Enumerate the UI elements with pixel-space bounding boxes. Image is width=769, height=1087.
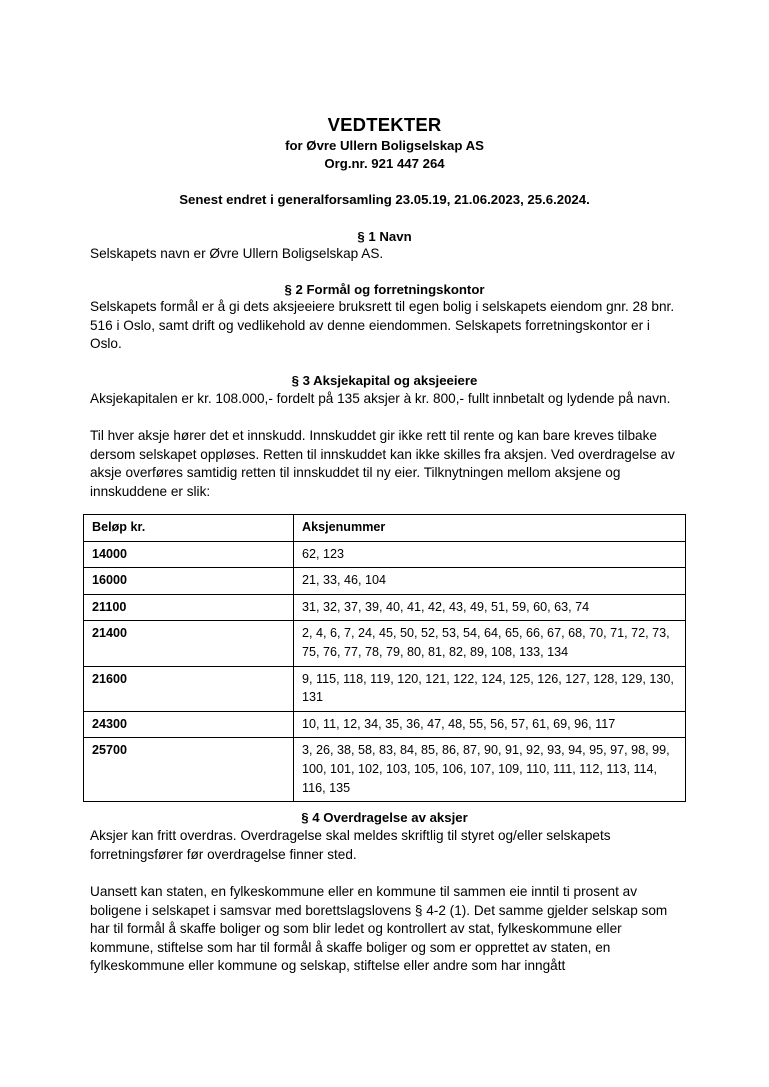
amount-cell: 21100 bbox=[84, 594, 294, 621]
amount-cell: 21600 bbox=[84, 666, 294, 711]
table-row bbox=[84, 711, 686, 738]
cell-line: 131 bbox=[302, 690, 324, 705]
share-numbers-cell bbox=[294, 568, 686, 595]
share-numbers-cell bbox=[294, 711, 686, 738]
cell-line: 62, 123 bbox=[302, 546, 345, 561]
cell-line: 10, 11, 12, 34, 35, 36, 47, 48, 55, 56, 57, 61, 69, 96, 117 bbox=[302, 716, 616, 731]
text-line: Selskapets formål er å gi dets aksjeeiere bruksrett til egen bolig i selskapets eiendom gnr. 28 bnr. bbox=[90, 299, 675, 314]
section-4-paragraph-2 bbox=[90, 883, 690, 976]
text-line: Oslo. bbox=[90, 336, 122, 352]
cell-line: 75, 76, 77, 78, 79, 80, 81, 82, 89, 108, 133, 134 bbox=[302, 644, 569, 659]
text-line: innskuddene er slik: bbox=[90, 483, 211, 499]
text-line: aksje overføres samtidig retten til innskuddet til ny eier. Tilknytningen mellom aksjene og bbox=[90, 465, 621, 481]
table-row bbox=[84, 738, 686, 802]
share-numbers-cell bbox=[294, 666, 686, 711]
amount-cell: 21400 bbox=[84, 621, 294, 666]
section-4-heading: § 4 Overdragelse av aksjer bbox=[301, 810, 468, 825]
amount-cell: 25700 bbox=[84, 738, 294, 802]
table-row bbox=[84, 541, 686, 568]
amount-cell: 16000 bbox=[84, 568, 294, 595]
cell-line: 2, 4, 6, 7, 24, 45, 50, 52, 53, 54, 64, 65, 66, 67, 68, 70, 71, 72, 73, bbox=[302, 626, 670, 641]
text-line: Uansett kan staten, en fylkeskommune eller en kommune til sammen eie inntil ti prosent av bbox=[90, 884, 638, 899]
cell-line: 3, 26, 38, 58, 83, 84, 85, 86, 87, 90, 91, 92, 93, 94, 95, 97, 98, 99, bbox=[302, 743, 670, 758]
amended-date: Senest endret i generalforsamling 23.05.19, 21.06.2023, 25.6.2024. bbox=[179, 192, 590, 207]
column-header-amount: Beløp kr. bbox=[84, 515, 294, 542]
org-number: Org.nr. 921 447 264 bbox=[324, 156, 445, 171]
table-row bbox=[84, 568, 686, 595]
text-line: har til formål å skaffe boliger og som blir ledet og kontrollert av stat, fylkeskommune eller bbox=[90, 921, 622, 937]
table-row bbox=[84, 621, 686, 666]
share-numbers-cell bbox=[294, 594, 686, 621]
cell-line: 100, 101, 102, 103, 105, 106, 107, 109, 110, 111, 112, 113, 114, bbox=[302, 761, 658, 776]
table-header-row bbox=[84, 515, 686, 542]
text-line: forretningsfører før overdragelse finner sted. bbox=[90, 846, 357, 862]
cell-line: 9, 115, 118, 119, 120, 121, 122, 124, 125, 126, 127, 128, 129, 130, bbox=[302, 671, 674, 686]
section-3-paragraph-1: Aksjekapitalen er kr. 108.000,- fordelt på 135 aksjer à kr. 800,- fullt innbetalt og lydende på navn. bbox=[90, 391, 671, 406]
section-2-heading: § 2 Formål og forretningskontor bbox=[284, 282, 485, 297]
text-line: Til hver aksje hører det et innskudd. Innskuddet gir ikke rett til rente og kan bare kreves tilbake bbox=[90, 428, 657, 443]
section-3-heading: § 3 Aksjekapital og aksjeeiere bbox=[291, 373, 478, 388]
share-allocation-table bbox=[83, 514, 686, 802]
cell-line: 31, 32, 37, 39, 40, 41, 42, 43, 49, 51, 59, 60, 63, 74 bbox=[302, 599, 590, 614]
section-1-heading: § 1 Navn bbox=[357, 229, 412, 244]
section-3-paragraph-2 bbox=[90, 427, 690, 501]
section-1-text: Selskapets navn er Øvre Ullern Boligselskap AS. bbox=[90, 246, 384, 261]
document-subtitle: for Øvre Ullern Boligselskap AS bbox=[285, 138, 484, 153]
table-row bbox=[84, 594, 686, 621]
cell-line: 116, 135 bbox=[302, 780, 351, 795]
table-row bbox=[84, 666, 686, 711]
share-numbers-cell bbox=[294, 621, 686, 666]
section-4-paragraph-1 bbox=[90, 827, 690, 864]
text-line: kommune, stiftelse som har til formål å skaffe boliger og som er opprettet av staten, en bbox=[90, 939, 611, 955]
share-numbers-cell bbox=[294, 738, 686, 802]
text-line: dersom selskapet oppløses. Retten til innskuddet kan ikke skilles fra aksjen. Ved overdragelse av bbox=[90, 446, 675, 462]
share-numbers-cell bbox=[294, 541, 686, 568]
text-line: 516 i Oslo, samt drift og vedlikehold av denne eiendommen. Selskapets forretningskontor er i bbox=[90, 317, 650, 333]
text-line: Aksjer kan fritt overdras. Overdragelse skal meldes skriftlig til styret og/eller selskapets bbox=[90, 828, 611, 843]
amount-cell: 14000 bbox=[84, 541, 294, 568]
text-line: boligene i selskapet i samsvar med borettslagslovens § 4-2 (1). Det samme gjelder selskap som bbox=[90, 902, 668, 918]
section-2-text bbox=[90, 298, 690, 354]
text-line: fylkeskommune eller kommune og selskap, stiftelse eller andre som har inngått bbox=[90, 958, 566, 974]
document-title: VEDTEKTER bbox=[327, 114, 442, 135]
cell-line: 21, 33, 46, 104 bbox=[302, 573, 387, 588]
amount-cell: 24300 bbox=[84, 711, 294, 738]
column-header-share-numbers: Aksjenummer bbox=[294, 515, 686, 542]
